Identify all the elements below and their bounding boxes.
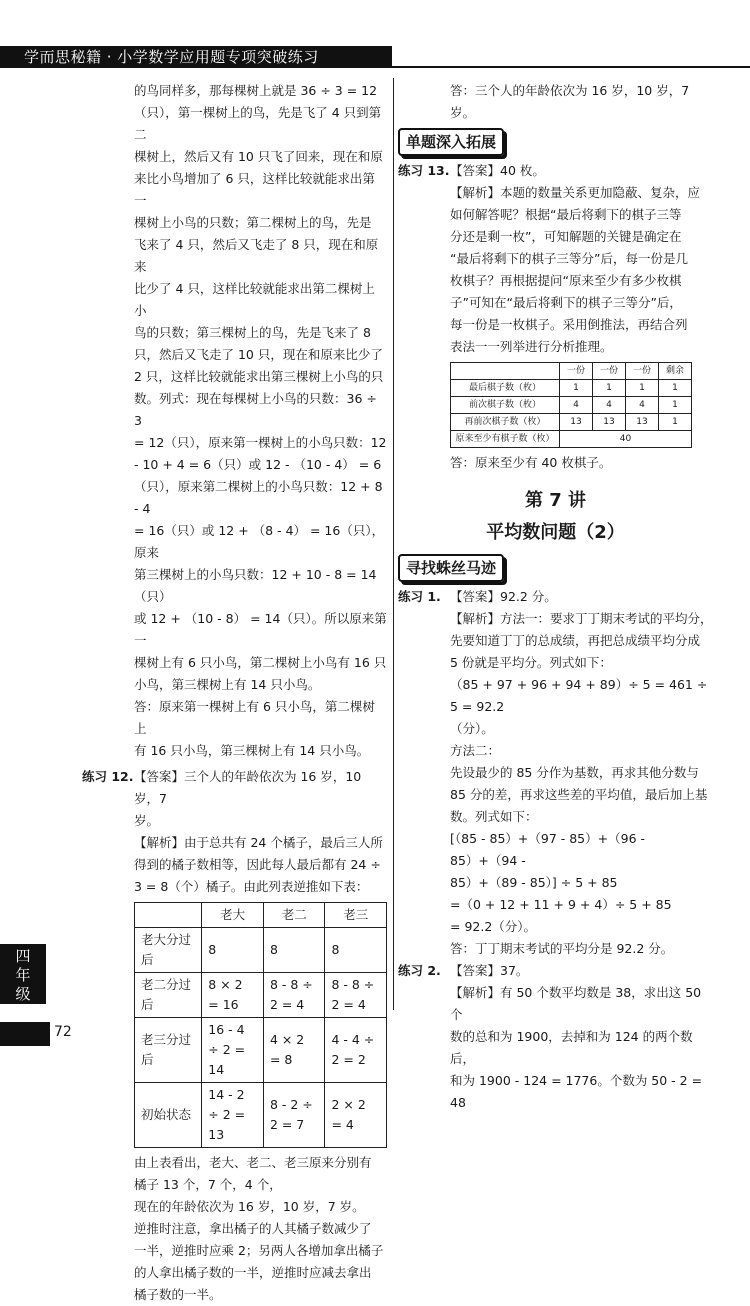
text-line: （只），第一棵树上的鸟，先是飞了 4 只到第二	[134, 105, 382, 142]
text-line: 有 16 只小鸟，第三棵树上有 14 只小鸟。	[134, 743, 370, 758]
text-line: 答：原来第一棵树上有 6 只小鸟，第二棵树上	[134, 699, 375, 736]
text-line: = 92.2（分）。	[450, 919, 537, 934]
text-line: 只，然后又飞走了 10 只，现在和原来比少了	[134, 347, 383, 362]
text-line: 85）+（89 - 85）] ÷ 5 + 85	[450, 875, 618, 890]
text-line: 【答案】92.2 分。	[450, 589, 557, 604]
table-cell: 1	[560, 380, 593, 397]
table-cell: 4 - 4 ÷ 2 = 2	[325, 1018, 387, 1083]
header-rule	[0, 66, 750, 68]
table-cell: 16 - 4 ÷ 2 = 14	[202, 1018, 264, 1083]
table-cell: 1	[626, 380, 659, 397]
table-cell: 13	[593, 414, 626, 431]
table-cell: 4	[560, 397, 593, 414]
text-line: 【解析】有 50 个数平均数是 38，求出这 50 个	[450, 985, 702, 1022]
text-line: - 10 + 4 = 6（只）或 12 - （10 - 4） = 6	[134, 457, 382, 472]
grade-tab	[0, 944, 46, 1004]
text-line: 【解析】本题的数量关系更加隐蔽、复杂，应	[450, 185, 701, 200]
text-line: 得到的橘子数相等，因此每人最后都有 24 ÷	[134, 857, 381, 872]
table-cell: 8 × 2 = 16	[202, 973, 264, 1018]
text-line: 子”可知在“最后将剩下的棋子三等分”后，	[450, 295, 682, 310]
table-cell: 老大	[202, 903, 264, 928]
text-line: 答：丁丁期末考试的平均分是 92.2 分。	[450, 941, 674, 956]
table-cell: 1	[659, 380, 692, 397]
exercise-12-label: 练习 12.	[82, 769, 134, 784]
table-cell: 14 - 2 ÷ 2 = 13	[202, 1083, 264, 1148]
exercise-12-conclusion	[398, 80, 713, 124]
table-row	[451, 380, 692, 397]
text-line: 如何解答呢？根据“最后将剩下的棋子三等	[450, 207, 682, 222]
page-number: 72	[54, 1024, 72, 1040]
text-line: 【答案】40 枚。	[450, 163, 545, 178]
table-cell: 原来至少有棋子数（枚）	[451, 431, 560, 448]
table-cell: 一份	[626, 363, 659, 380]
table-row	[135, 973, 387, 1018]
table-cell: 8 - 8 ÷ 2 = 4	[263, 973, 325, 1018]
table-cell: 前次棋子数（枚）	[451, 397, 560, 414]
table-cell: 初始状态	[135, 1083, 202, 1148]
table-cell: 8	[263, 928, 325, 973]
exercise-13	[398, 160, 713, 358]
text-line: 数。列式：现在每棵树上小鸟的只数：36 ÷ 3	[134, 391, 377, 428]
table-cell: 8	[325, 928, 387, 973]
table-cell: 一份	[593, 363, 626, 380]
left-column	[82, 80, 387, 1306]
table-header-row	[451, 363, 692, 380]
exercise-13-conclusion-block	[398, 452, 713, 474]
exercise-12	[82, 766, 387, 898]
table-cell: 8	[202, 928, 264, 973]
table-cell: 1	[659, 414, 692, 431]
text-line: “最后将剩下的棋子三等分”后，每一份是几	[450, 251, 688, 266]
text-line: 答：三个人的年龄依次为 16 岁，10 岁，7	[450, 83, 690, 98]
text-line: 2 只，这样比较就能求出第三棵树上小鸟的只	[134, 369, 384, 384]
text-line: 鸟的只数；第三棵树上的鸟，先是飞来了 8	[134, 325, 371, 340]
column-divider	[393, 78, 394, 1010]
table-cell: 40	[560, 431, 692, 448]
table-cell: 老大分过后	[135, 928, 202, 973]
text-line: 【解析】由于总共有 24 个橘子，最后三人所	[134, 835, 383, 850]
table-cell: 13	[626, 414, 659, 431]
text-line: 和为 1900 - 124 = 1776。个数为 50 - 2 = 48	[450, 1073, 703, 1110]
table-cell: 8 - 8 ÷ 2 = 4	[325, 973, 387, 1018]
lecture-title: 平均数问题（2）	[486, 522, 625, 543]
exercise-2-label: 练习 2.	[398, 963, 441, 978]
exercise-1	[398, 586, 713, 960]
text-line: 飞来了 4 只，然后又飞走了 8 只，现在和原来	[134, 237, 379, 274]
grade-char: 年	[15, 966, 31, 984]
table-row	[451, 397, 692, 414]
section-title-find-clues: 寻找蛛丝马迹	[398, 554, 504, 582]
chess-piece-table	[450, 362, 692, 448]
text-line: 表法一一列举进行分析推理。	[450, 339, 613, 354]
table-cell: 老二分过后	[135, 973, 202, 1018]
table-cell: 4 × 2 = 8	[263, 1018, 325, 1083]
text-line: 或 12 + （10 - 8） = 14（只）。所以原来第一	[134, 611, 387, 648]
continued-solution	[82, 80, 387, 762]
table-cell: 1	[659, 397, 692, 414]
text-line: 由上表看出，老大、老二、老三原来分别有	[134, 1155, 372, 1170]
text-line: = 16（只）或 12 + （8 - 4） = 16（只），原来	[134, 523, 385, 560]
text-line: 数的总和为 1900，去掉和为 124 的两个数后，	[450, 1029, 693, 1066]
orange-reverse-table	[134, 902, 387, 1148]
text-line: 的鸟同样多，那每棵树上就是 36 ÷ 3 = 12	[134, 83, 378, 98]
text-line: 小鸟，第三棵树上有 14 只小鸟。	[134, 677, 321, 692]
text-line: 第三棵树上的小鸟只数：12 + 10 - 8 = 14（只）	[134, 567, 377, 604]
table-cell: 一份	[560, 363, 593, 380]
table-cell: 4	[626, 397, 659, 414]
text-line: 枚棋子？再根据提问“原来至少有多少枚棋	[450, 273, 682, 288]
text-line: 橘子数的一半。	[134, 1287, 222, 1302]
text-line: 比少了 4 只，这样比较就能求出第二棵树上小	[134, 281, 375, 318]
header-title: 学而思秘籍 · 小学数学应用题专项突破练习	[0, 46, 392, 68]
after-table-text	[82, 1152, 387, 1306]
text-line: 棵树上小鸟的只数；第二棵树上的鸟，先是	[134, 215, 372, 230]
text-line: 现在的年龄依次为 16 岁，10 岁，7 岁。	[134, 1199, 365, 1214]
text-line: 【解析】方法一：要求丁丁期末考试的平均分，	[450, 611, 713, 626]
text-line: 方法二：	[450, 743, 501, 758]
table-cell: 老三分过后	[135, 1018, 202, 1083]
table-cell: 剩余	[659, 363, 692, 380]
text-line: =（0 + 12 + 11 + 9 + 4）÷ 5 + 85	[450, 897, 672, 912]
table-cell: 最后棋子数（枚）	[451, 380, 560, 397]
grade-char: 级	[15, 985, 31, 1003]
text-line: 棵树上有 6 只小鸟，第二棵树上小鸟有 16 只	[134, 655, 387, 670]
text-line: 岁。	[450, 105, 476, 120]
text-line: 一半，逆推时应乘 2；另两人各增加拿出橘子	[134, 1243, 384, 1258]
text-line: 先设最少的 85 分作为基数，再求其他分数与	[450, 765, 699, 780]
table-cell	[451, 363, 560, 380]
exercise-1-answer-line	[398, 586, 713, 608]
table-header-row	[135, 903, 387, 928]
text-line: 【答案】37。	[450, 963, 529, 978]
exercise-1-label: 练习 1.	[398, 589, 441, 604]
table-row	[451, 414, 692, 431]
text-line: 每一份是一枚棋子。采用倒推法，再结合列	[450, 317, 688, 332]
text-line: 85 分的差，再求这些差的平均值，最后加上基	[450, 787, 708, 802]
text-line: （只），原来第二棵树上的小鸟只数：12 + 8 - 4	[134, 479, 383, 516]
section-title-deep-extension: 单题深入拓展	[398, 128, 504, 156]
text-line: 岁。	[134, 813, 160, 828]
text-line: 橘子 13 个，7 个，4 个，	[134, 1177, 282, 1192]
table-cell: 老二	[263, 903, 325, 928]
text-line: [（85 - 85）+（97 - 85）+（96 - 85）+（94 -	[450, 831, 646, 868]
page-number-block	[0, 1022, 50, 1046]
grade-char: 四	[15, 947, 31, 965]
table-cell: 老三	[325, 903, 387, 928]
table-row	[135, 1083, 387, 1148]
exercise-2-answer-line	[398, 960, 713, 982]
text-line: 分还是剩一枚”，可知解题的关键是确定在	[450, 229, 682, 244]
right-column	[398, 80, 713, 1114]
text-line: 的人拿出橘子数的一半，逆推时应减去拿出	[134, 1265, 372, 1280]
table-cell: 13	[560, 414, 593, 431]
exercise-13-label: 练习 13.	[398, 163, 450, 178]
table-cell: 1	[593, 380, 626, 397]
text-line: 来比小鸟增加了 6 只，这样比较就能求出第一	[134, 171, 375, 208]
text-line: = 12（只），原来第一棵树上的小鸟只数：12	[134, 435, 387, 450]
text-line: 数。列式如下：	[450, 809, 538, 824]
exercise-12-answer-line	[82, 766, 387, 810]
text-line: （85 + 97 + 96 + 94 + 89）÷ 5 = 461 ÷ 5 = 92.2	[450, 677, 708, 714]
exercise-2	[398, 960, 713, 1114]
table-cell: 4	[593, 397, 626, 414]
exercise-13-answer-line	[398, 160, 713, 182]
text-line: 先要知道丁丁的总成绩，再把总成绩平均分成	[450, 633, 701, 648]
table-row	[135, 928, 387, 973]
text-line: 【答案】三个人的年龄依次为 16 岁，10 岁，7	[134, 769, 362, 806]
table-row	[135, 1018, 387, 1083]
table-cell	[135, 903, 202, 928]
table-cell: 2 × 2 = 4	[325, 1083, 387, 1148]
text-line: 逆推时注意，拿出橘子的人其橘子数减少了	[134, 1221, 372, 1236]
text-line: 答：原来至少有 40 枚棋子。	[450, 455, 612, 470]
text-line: 3 = 8（个）橘子。由此列表逆推如下表：	[134, 879, 369, 894]
text-line: 5 份就是平均分。列式如下：	[450, 655, 612, 670]
table-cell: 8 - 2 ÷ 2 = 7	[263, 1083, 325, 1148]
lecture-number: 第 7 讲	[524, 490, 587, 511]
table-row	[451, 431, 692, 448]
text-line: 棵树上，然后又有 10 只飞了回来，现在和原	[134, 149, 383, 164]
text-line: （分）。	[450, 721, 494, 736]
table-cell: 再前次棋子数（枚）	[451, 414, 560, 431]
